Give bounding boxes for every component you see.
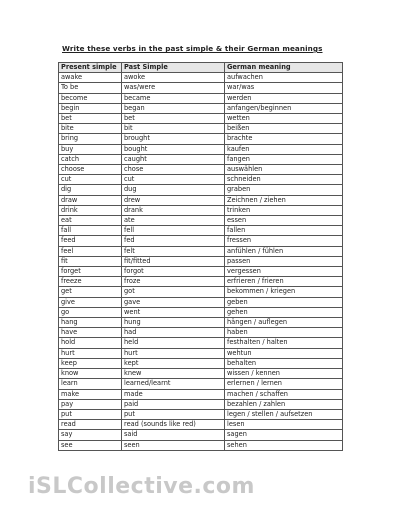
cell-present-simple: eat [59,216,122,226]
header-past-simple: Past Simple [122,63,225,73]
cell-past-simple: dug [122,185,225,195]
cell-german-meaning: sagen [225,430,343,440]
cell-present-simple: go [59,307,122,317]
cell-present-simple: see [59,440,122,450]
cell-present-simple: get [59,287,122,297]
table-row [59,83,343,93]
cell-german-meaning: wissen / kennen [225,369,343,379]
cell-present-simple: feel [59,246,122,256]
table-row [59,165,343,175]
table-row [59,399,343,409]
table-row [59,277,343,287]
cell-present-simple: become [59,93,122,103]
cell-german-meaning: kaufen [225,144,343,154]
table-row [59,348,343,358]
verb-table-body [59,73,343,451]
cell-present-simple: fall [59,226,122,236]
cell-german-meaning: hängen / auflegen [225,318,343,328]
cell-present-simple: have [59,328,122,338]
table-header-row [59,63,343,73]
cell-past-simple: cut [122,175,225,185]
cell-german-meaning: haben [225,328,343,338]
cell-present-simple: know [59,369,122,379]
table-row [59,134,343,144]
table-row [59,195,343,205]
table-row [59,287,343,297]
table-row [59,236,343,246]
worksheet-title: Write these verbs in the past simple & their German meanings [62,44,323,53]
cell-past-simple: hurt [122,348,225,358]
table-row [59,409,343,419]
table-row [59,226,343,236]
table-row [59,297,343,307]
watermark-logo: iSLCollective.com [28,474,255,499]
table-row [59,73,343,83]
cell-past-simple: hung [122,318,225,328]
table-row [59,307,343,317]
cell-past-simple: fed [122,236,225,246]
table-row [59,256,343,266]
cell-present-simple: read [59,420,122,430]
cell-past-simple: bought [122,144,225,154]
table-row [59,267,343,277]
cell-german-meaning: brachte [225,134,343,144]
cell-present-simple: fit [59,256,122,266]
cell-past-simple: chose [122,165,225,175]
cell-present-simple: give [59,297,122,307]
cell-past-simple: bit [122,124,225,134]
table-row [59,389,343,399]
cell-german-meaning: anfangen/beginnen [225,103,343,113]
cell-present-simple: freeze [59,277,122,287]
cell-german-meaning: bezahlen / zahlen [225,399,343,409]
cell-past-simple: got [122,287,225,297]
table-row [59,420,343,430]
cell-past-simple: became [122,93,225,103]
header-present-simple: Present simple [59,63,122,73]
cell-german-meaning: graben [225,185,343,195]
cell-past-simple: ate [122,216,225,226]
table-row [59,358,343,368]
table-row [59,430,343,440]
cell-past-simple: kept [122,358,225,368]
verb-table [58,62,343,451]
cell-past-simple: knew [122,369,225,379]
cell-present-simple: put [59,409,122,419]
cell-present-simple: dig [59,185,122,195]
cell-german-meaning: machen / schaffen [225,389,343,399]
table-row [59,144,343,154]
cell-past-simple: felt [122,246,225,256]
table-row [59,103,343,113]
cell-past-simple: began [122,103,225,113]
cell-present-simple: To be [59,83,122,93]
cell-present-simple: pay [59,399,122,409]
cell-german-meaning: schneiden [225,175,343,185]
cell-past-simple: caught [122,154,225,164]
table-row [59,369,343,379]
table-row [59,154,343,164]
table-row [59,338,343,348]
table-row [59,379,343,389]
cell-past-simple: forgot [122,267,225,277]
cell-past-simple: had [122,328,225,338]
cell-present-simple: say [59,430,122,440]
table-row [59,93,343,103]
cell-past-simple: froze [122,277,225,287]
cell-german-meaning: auswählen [225,165,343,175]
cell-present-simple: catch [59,154,122,164]
cell-german-meaning: passen [225,256,343,266]
cell-present-simple: begin [59,103,122,113]
cell-past-simple: put [122,409,225,419]
cell-german-meaning: lesen [225,420,343,430]
cell-past-simple: said [122,430,225,440]
cell-german-meaning: fangen [225,154,343,164]
table-row [59,114,343,124]
cell-german-meaning: legen / stellen / aufsetzen [225,409,343,419]
table-row [59,185,343,195]
cell-present-simple: awake [59,73,122,83]
cell-german-meaning: wehtun [225,348,343,358]
cell-past-simple: brought [122,134,225,144]
cell-german-meaning: geben [225,297,343,307]
cell-present-simple: keep [59,358,122,368]
cell-past-simple: went [122,307,225,317]
cell-german-meaning: trinken [225,205,343,215]
cell-present-simple: hurt [59,348,122,358]
cell-german-meaning: erfrieren / frieren [225,277,343,287]
cell-german-meaning: festhalten / halten [225,338,343,348]
cell-past-simple: awoke [122,73,225,83]
cell-german-meaning: beißen [225,124,343,134]
table-row [59,216,343,226]
cell-past-simple: held [122,338,225,348]
cell-past-simple: was/were [122,83,225,93]
cell-german-meaning: Zeichnen / ziehen [225,195,343,205]
cell-present-simple: bet [59,114,122,124]
cell-present-simple: bring [59,134,122,144]
cell-past-simple: bet [122,114,225,124]
cell-past-simple: fit/fitted [122,256,225,266]
cell-present-simple: choose [59,165,122,175]
cell-present-simple: hang [59,318,122,328]
cell-past-simple: learned/learnt [122,379,225,389]
table-row [59,440,343,450]
cell-german-meaning: werden [225,93,343,103]
cell-german-meaning: essen [225,216,343,226]
cell-present-simple: hold [59,338,122,348]
cell-past-simple: gave [122,297,225,307]
cell-german-meaning: gehen [225,307,343,317]
cell-german-meaning: fallen [225,226,343,236]
table-row [59,328,343,338]
cell-present-simple: make [59,389,122,399]
cell-german-meaning: erlernen / lernen [225,379,343,389]
cell-german-meaning: bekommen / kriegen [225,287,343,297]
cell-german-meaning: aufwachen [225,73,343,83]
cell-german-meaning: anfühlen / fühlen [225,246,343,256]
cell-present-simple: draw [59,195,122,205]
cell-past-simple: read (sounds like red) [122,420,225,430]
cell-present-simple: bite [59,124,122,134]
table-row [59,246,343,256]
cell-german-meaning: behalten [225,358,343,368]
table-row [59,318,343,328]
header-german-meaning: German meaning [225,63,343,73]
cell-german-meaning: war/was [225,83,343,93]
cell-present-simple: buy [59,144,122,154]
cell-german-meaning: wetten [225,114,343,124]
cell-past-simple: seen [122,440,225,450]
table-row [59,124,343,134]
cell-present-simple: learn [59,379,122,389]
cell-past-simple: made [122,389,225,399]
table-row [59,175,343,185]
cell-german-meaning: fressen [225,236,343,246]
cell-german-meaning: sehen [225,440,343,450]
cell-past-simple: drew [122,195,225,205]
cell-german-meaning: vergessen [225,267,343,277]
cell-present-simple: forget [59,267,122,277]
cell-past-simple: paid [122,399,225,409]
cell-present-simple: feed [59,236,122,246]
cell-present-simple: drink [59,205,122,215]
cell-past-simple: fell [122,226,225,236]
cell-past-simple: drank [122,205,225,215]
table-row [59,205,343,215]
cell-present-simple: cut [59,175,122,185]
